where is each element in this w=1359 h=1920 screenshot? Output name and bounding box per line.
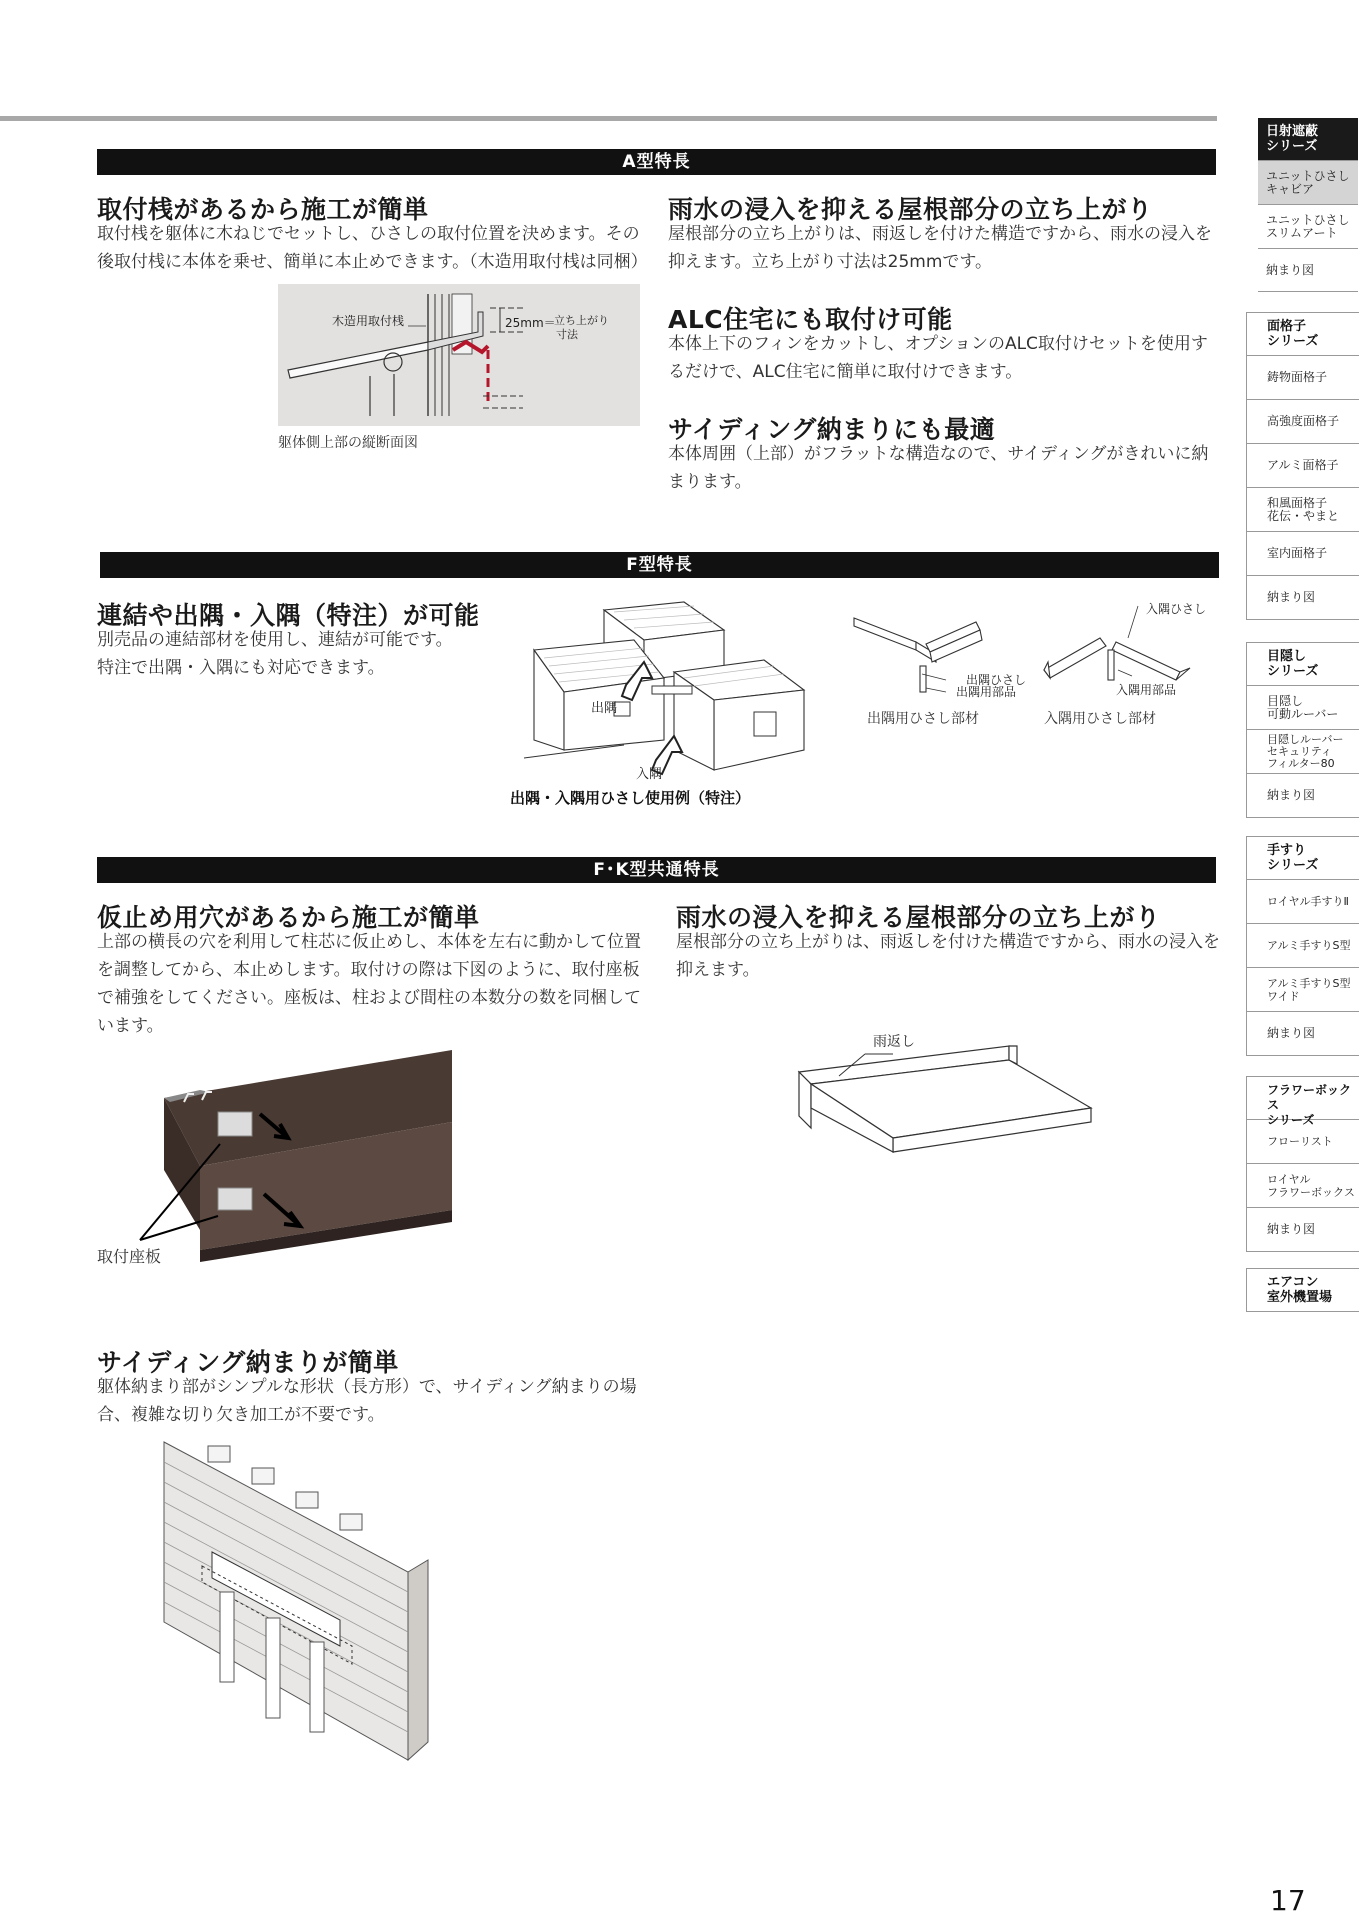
outer-label-2: 出隅用部品 xyxy=(956,685,1017,699)
sidebar-item-japanese-lattice[interactable]: 和風面格子 花伝・やまと xyxy=(1247,487,1359,531)
f-text-1: 別売品の連結部材を使用し、連結が可能です。 xyxy=(97,630,453,650)
sidebar-group-aircon xyxy=(1246,1268,1359,1312)
sidebar-head-flowerbox-label: フラワーボックス シリーズ xyxy=(1267,1083,1352,1127)
page-number: 17 xyxy=(1270,1884,1306,1917)
sidebar-item-security-filter[interactable]: 目隠しルーバー セキュリティ フィルター80 xyxy=(1247,729,1359,773)
section-bar-fk: F･K型共通特長 xyxy=(97,857,1216,883)
inner-caption: 入隅用ひさし部材 xyxy=(1044,711,1156,727)
sidebar-item-strong-lattice[interactable]: 高強度面格子 xyxy=(1247,399,1359,443)
a-diagram-caption: 躯体側上部の縦断面図 xyxy=(278,435,418,451)
section-bar-f: F型特長 xyxy=(100,552,1219,578)
a-r1-text: 屋根部分の立ち上がりは、雨返しを付けた構造ですから、雨水の浸入を抑えます。立ち上がり寸法は25mmです。 xyxy=(668,224,1212,272)
sidebar-head-shade[interactable] xyxy=(1258,118,1358,160)
sidebar-item-slimart[interactable]: ユニットひさし スリムアート xyxy=(1258,204,1358,248)
fk-right-heading: 雨水の浸入を抑える屋根部分の立ち上がり xyxy=(676,903,1161,932)
sidebar-group-lattice xyxy=(1246,312,1359,620)
sidebar-item-lattice-drawings[interactable]: 納まり図 xyxy=(1247,575,1359,619)
section-bar-a: A型特長 xyxy=(97,149,1216,175)
siding-text: 躯体納まり部がシンプルな形状（長方形）で、サイディング納まりの場合、複雑な切り欠き加工が不要です。 xyxy=(97,1377,637,1425)
canopy-photo xyxy=(140,1050,452,1262)
outer-label-1: 出隅ひさし xyxy=(966,673,1027,687)
a-section-diagram xyxy=(278,284,640,426)
sidebar-group-handrail xyxy=(1246,836,1359,1056)
sidebar-item-florist[interactable]: フローリスト xyxy=(1247,1119,1359,1163)
sidebar-head-aircon[interactable] xyxy=(1247,1269,1359,1311)
sidebar-item-handrail-drawings[interactable]: 納まり図 xyxy=(1247,1011,1359,1055)
dim-label: 25mm＝ xyxy=(505,316,556,330)
sidebar-head-lattice[interactable] xyxy=(1247,313,1359,355)
house-illustration xyxy=(524,600,814,782)
inner-label-1: 入隅ひさし xyxy=(1146,602,1207,616)
sidebar-item-flowerbox-drawings[interactable]: 納まり図 xyxy=(1247,1207,1359,1251)
f-text-2: 特注で出隅・入隅にも対応できます。 xyxy=(97,658,385,678)
sidebar-item-royal-flowerbox[interactable]: ロイヤル フラワーボックス xyxy=(1247,1163,1359,1207)
sidebar-item-indoor-lattice[interactable]: 室内面格子 xyxy=(1247,531,1359,575)
sidebar-group-shade xyxy=(1246,118,1358,298)
photo-caption: 取付座板 xyxy=(97,1247,162,1266)
sidebar-head-screen-label: 目隠し シリーズ xyxy=(1267,649,1319,679)
inner-label-2: 入隅用部品 xyxy=(1116,683,1177,697)
rise-label-1: 立ち上がり xyxy=(554,314,609,327)
siding-illustration xyxy=(160,1442,430,1760)
sidebar-head-flowerbox[interactable] xyxy=(1247,1077,1359,1127)
sidebar-head-shade-label: 日射遮蔽 シリーズ xyxy=(1266,124,1319,154)
top-rule xyxy=(0,116,1217,121)
sidebar-head-screen[interactable] xyxy=(1247,643,1359,685)
a-r3-heading: サイディング納まりにも最適 xyxy=(668,415,996,444)
sidebar-item-alumi-handrail-s[interactable]: アルミ手すりS型 xyxy=(1247,923,1359,967)
sidebar-head-handrail[interactable] xyxy=(1247,837,1359,879)
sidebar-item-alumi-lattice[interactable]: アルミ面格子 xyxy=(1247,443,1359,487)
inner-corner-label: 入隅 xyxy=(636,767,663,782)
fk-left-heading: 仮止め用穴があるから施工が簡単 xyxy=(97,903,480,932)
siding-heading: サイディング納まりが簡単 xyxy=(97,1348,399,1377)
sidebar-item-louver[interactable]: 目隠し 可動ルーバー xyxy=(1247,685,1359,729)
sidebar-item-shade-drawings[interactable]: 納まり図 xyxy=(1258,248,1358,292)
sidebar-group-screen xyxy=(1246,642,1359,818)
sidebar-group-flowerbox xyxy=(1246,1076,1359,1252)
sidebar-item-screen-drawings[interactable]: 納まり図 xyxy=(1247,773,1359,817)
sidebar-item-royal-handrail[interactable]: ロイヤル手すりⅡ xyxy=(1247,879,1359,923)
fk-right-text: 屋根部分の立ち上がりは、雨返しを付けた構造ですから、雨水の浸入を抑えます。 xyxy=(676,932,1220,980)
fk-left-text: 上部の横長の穴を利用して柱芯に仮止めし、本体を左右に動かして位置を調整してから、本止めします。取付けの際は下図のように、取付座板で補強をしてください。座板は、柱および間柱の本数分の数を同梱しています。 xyxy=(97,932,641,1036)
sidebar-item-cabia[interactable]: ユニットひさし キャビア xyxy=(1258,160,1358,204)
rise-label-2: 寸法 xyxy=(556,328,578,341)
f-heading: 連結や出隅・入隅（特注）が可能 xyxy=(97,601,480,630)
a-r2-text: 本体上下のフィンをカットし、オプションのALC取付けセットを使用するだけで、ALC住宅に簡単に取付けできます。 xyxy=(668,334,1208,382)
outer-corner-label: 出隅 xyxy=(591,701,618,716)
inner-corner-diagram xyxy=(1040,598,1220,708)
outer-caption: 出隅用ひさし部材 xyxy=(867,711,979,727)
sidebar-item-cast-lattice[interactable]: 鋳物面格子 xyxy=(1247,355,1359,399)
a-r3-text: 本体周囲（上部）がフラットな構造なので、サイディングがきれいに納まります。 xyxy=(668,444,1209,492)
bracket-label: 木造用取付桟 xyxy=(332,314,405,328)
house-caption: 出隅・入隅用ひさし使用例（特注） xyxy=(510,789,751,807)
sidebar-head-handrail-label: 手すり シリーズ xyxy=(1267,843,1319,873)
sidebar-item-alumi-handrail-s-wide[interactable]: アルミ手すりS型 ワイド xyxy=(1247,967,1359,1011)
outer-corner-diagram xyxy=(846,610,1027,720)
a-left-heading: 取付桟があるから施工が簡単 xyxy=(97,195,429,224)
sidebar-head-lattice-label: 面格子 シリーズ xyxy=(1267,319,1319,349)
a-left-text: 取付桟を躯体に木ねじでセットし、ひさしの取付位置を決めます。その後取付桟に本体を乗せ、簡単に本止めできます。（木造用取付桟は同梱） xyxy=(97,224,648,272)
rain-return-label: 雨返し xyxy=(873,1034,915,1050)
sidebar-head-aircon-label: エアコン 室外機置場 xyxy=(1267,1275,1333,1305)
rain-return-diagram xyxy=(795,1028,1095,1152)
a-r2-heading: ALC住宅にも取付け可能 xyxy=(668,305,953,334)
a-r1-heading: 雨水の浸入を抑える屋根部分の立ち上がり xyxy=(668,195,1153,224)
